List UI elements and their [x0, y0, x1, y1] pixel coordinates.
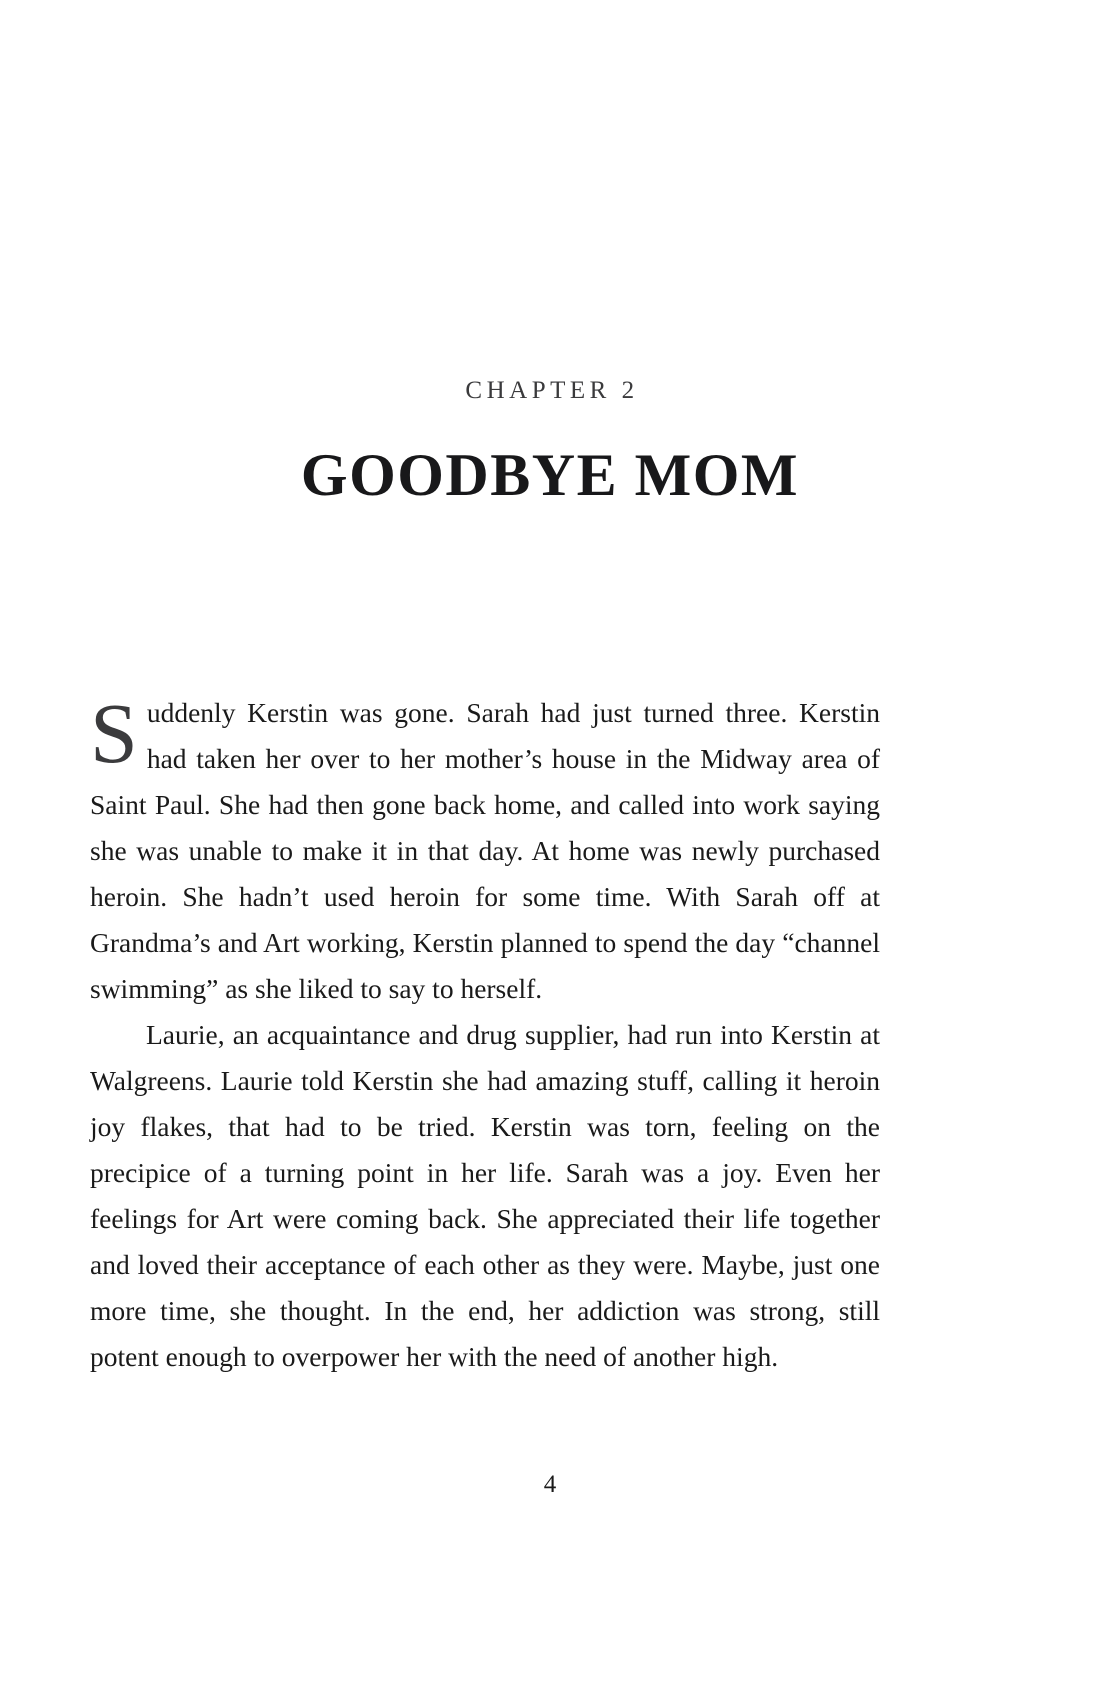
chapter-title: GOODBYE MOM	[300, 442, 800, 508]
paragraph-1: Suddenly Kerstin was gone. Sarah had just turned three. Kerstin had taken her over to her mother’s house in the Midway area of Saint Paul. She had then gone back home, and called into work saying she was unable to make it in that day. At home was newly purchased heroin. She hadn’t used heroin for some time. With Sarah off at Grandma’s and Art working, Kerstin planned to spend the day “channel swimming” as she liked to say to herself.	[90, 685, 880, 1004]
chapter-heading-block	[0, 377, 1100, 508]
paragraph-2: Laurie, an acquaintance and drug supplier, had run into Kerstin at Walgreens. Laurie told Kerstin she had amazing stuff, calling it heroin joy flakes, that had to be tried. Kerstin was torn, feeling on the precipice of a turning point in her life. Sarah was a joy. Even her feelings for Art were coming back. She appreciated their life together and loved their acceptance of each other as they were. Maybe, just one more time, she thought. In the end, her addiction was strong, still potent enough to overpower her with the need of another high.	[90, 1019, 880, 1372]
page-number: 4	[543, 1471, 557, 1498]
body-text-column	[90, 685, 880, 1380]
chapter-number-label: CHAPTER 2	[465, 377, 639, 404]
